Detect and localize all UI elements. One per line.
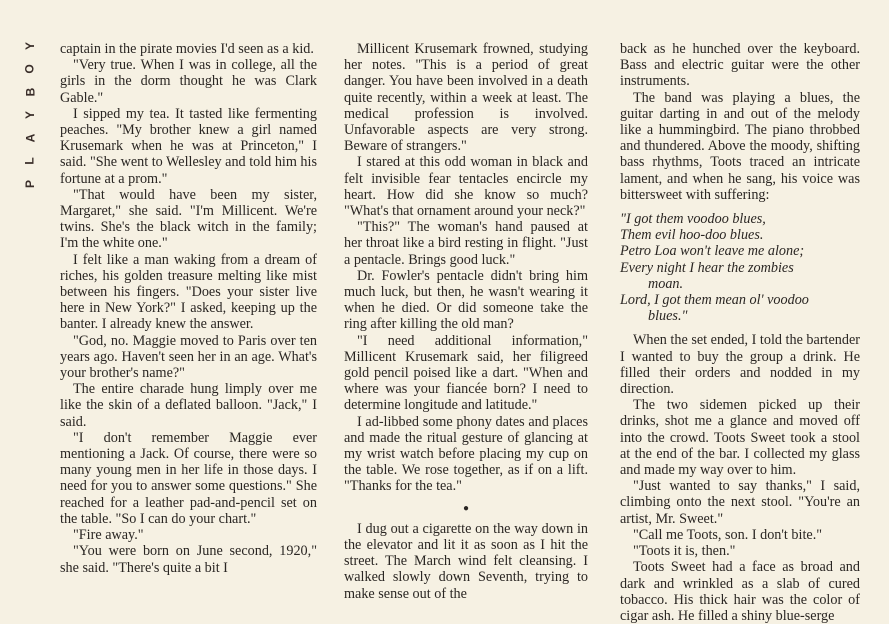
masthead-letter: B [22,87,37,97]
paragraph: I sipped my tea. It tasted like fermenting peaches. "My brother knew a girl named Krusemark when he was at Princeton," I said. "She went to Wellesley and told him his fortune at a prom." [60,105,317,187]
paragraph: "Call me Toots, son. I don't bite." [633,526,823,543]
text-column-left [60,41,317,576]
lyric-line: "I got them voodoo blues, [620,211,766,228]
paragraph: The band was playing a blues, the guitar darting in and out of the melody like a hummingbird. The piano throbbed and thundered. Above the moody, shifting bass rhythms, Toots traced an intricate lament, and when he sang, his voice was bittersweet with suffering: [620,89,860,203]
column-middle-upper [344,41,588,495]
masthead-letter: O [23,64,37,74]
paragraph: "This?" The woman's hand paused at her throat like a bird resting in flight. "Just a pentacle. Brings good luck." [344,219,588,268]
lyric-line: Every night I hear the zombies [620,259,794,276]
paragraph: "Very true. When I was in college, all the girls in the dorm thought he was Clark Gable." [60,57,317,106]
paragraph: I ad-libbed some phony dates and places and made the ritual gesture of glancing at my wrist watch before placing my cup on the table. We rose together, as if on a lift. "Thanks for the tea." [344,413,588,495]
column-middle-lower [344,521,588,602]
masthead-letter: L [23,157,37,165]
lyric-line: Them evil hoo-doo blues. [620,227,764,244]
paragraph: "Toots it is, then." [633,543,736,560]
paragraph: back as he hunched over the keyboard. Bass and electric guitar were the other instruments. [620,41,860,90]
paragraph: "Just wanted to say thanks," I said, climbing onto the next stool. "You're an artist, Mr. Sweet." [620,478,860,527]
paragraph: "God, no. Maggie moved to Paris over ten years ago. Haven't seen her in an age. What's your brother's name?" [60,332,317,382]
paragraph: "Fire away." [73,527,144,544]
paragraph: The two sidemen picked up their drinks, shot me a glance and moved off into the crowd. Toots Sweet took a stool at the end of the bar. I collected my glass and made my way over to him. [620,397,860,479]
paragraph: I dug out a cigarette on the way down in the elevator and lit it as soon as I hit the street. The March wind felt cleansing. I walked slowly down Seventh, trying to make sense out of the [344,520,588,602]
masthead-letter: Y [22,41,37,51]
lyric-line-continuation: moan. [648,275,684,292]
paragraph: I stared at this odd woman in black and felt invisible fear tentacles encircle my heart. How did she know so much? "What's that ornament around your neck?" [344,154,588,220]
masthead-letter: A [22,133,37,143]
lyric-line-continuation: blues." [648,308,688,325]
paragraph: "I need additional information," Millicent Krusemark said, her filigreed gold pencil poised like a dart. "When and where was your fiancée born? I need to determine longitude and latitude." [344,332,588,414]
magazine-masthead [18,40,42,190]
column-right-lower [620,332,860,624]
paragraph: The entire charade hung limply over me like the skin of a deflated balloon. "Jack," I said. [60,381,317,430]
paragraph: Toots Sweet had a face as broad and dark and wrinkled as a slab of cured tobacco. His thick hair was the color of cigar ash. He filled a shiny blue-serge [620,559,860,624]
paragraph: Dr. Fowler's pentacle didn't bring him much luck, but then, he wasn't wearing it when he died. Or did someone take the ring after killing the old man? [344,267,588,333]
text-column-right [620,41,860,624]
paragraph: "You were born on June second, 1920," she said. "There's quite a bit I [60,543,317,576]
paragraph: "That would have been my sister, Margaret," she said. "I'm Millicent. We're twins. She's the black witch in the family; I'm the white one." [60,186,317,252]
paragraph: Millicent Krusemark frowned, studying her notes. "This is a period of great danger. You have been involved in a death quite recently, within a week at least. The medical profession is involved. Unfavorable aspects are very strong. Beware of strangers." [344,41,588,155]
song-lyrics [620,211,860,324]
column-right-upper [620,41,860,203]
paragraph: captain in the pirate movies I'd seen as a kid. [60,41,314,57]
lyric-line: Petro Loa won't leave me alone; [620,243,805,260]
section-separator: ● [462,502,470,514]
text-column-middle [344,41,588,602]
masthead-letter: P [22,179,37,189]
masthead-letter: Y [22,110,37,120]
paragraph: "I don't remember Maggie ever mentioning a Jack. Of course, there were so many young men in her life in those days. I need for you to answer some questions." She reached for a leather pad-and-pencil set on the table. "So I can do your chart." [60,429,317,527]
paragraph: I felt like a man waking from a dream of riches, his golden treasure melting like mist between his fingers. "Does your sister live here in New York?" I asked, keeping up the banter. I already knew the answer. [60,251,317,333]
lyric-line: Lord, I got them mean ol' voodoo [620,292,809,309]
paragraph: When the set ended, I told the bartender I wanted to buy the group a drink. He filled their orders and nodded in my direction. [620,332,860,398]
